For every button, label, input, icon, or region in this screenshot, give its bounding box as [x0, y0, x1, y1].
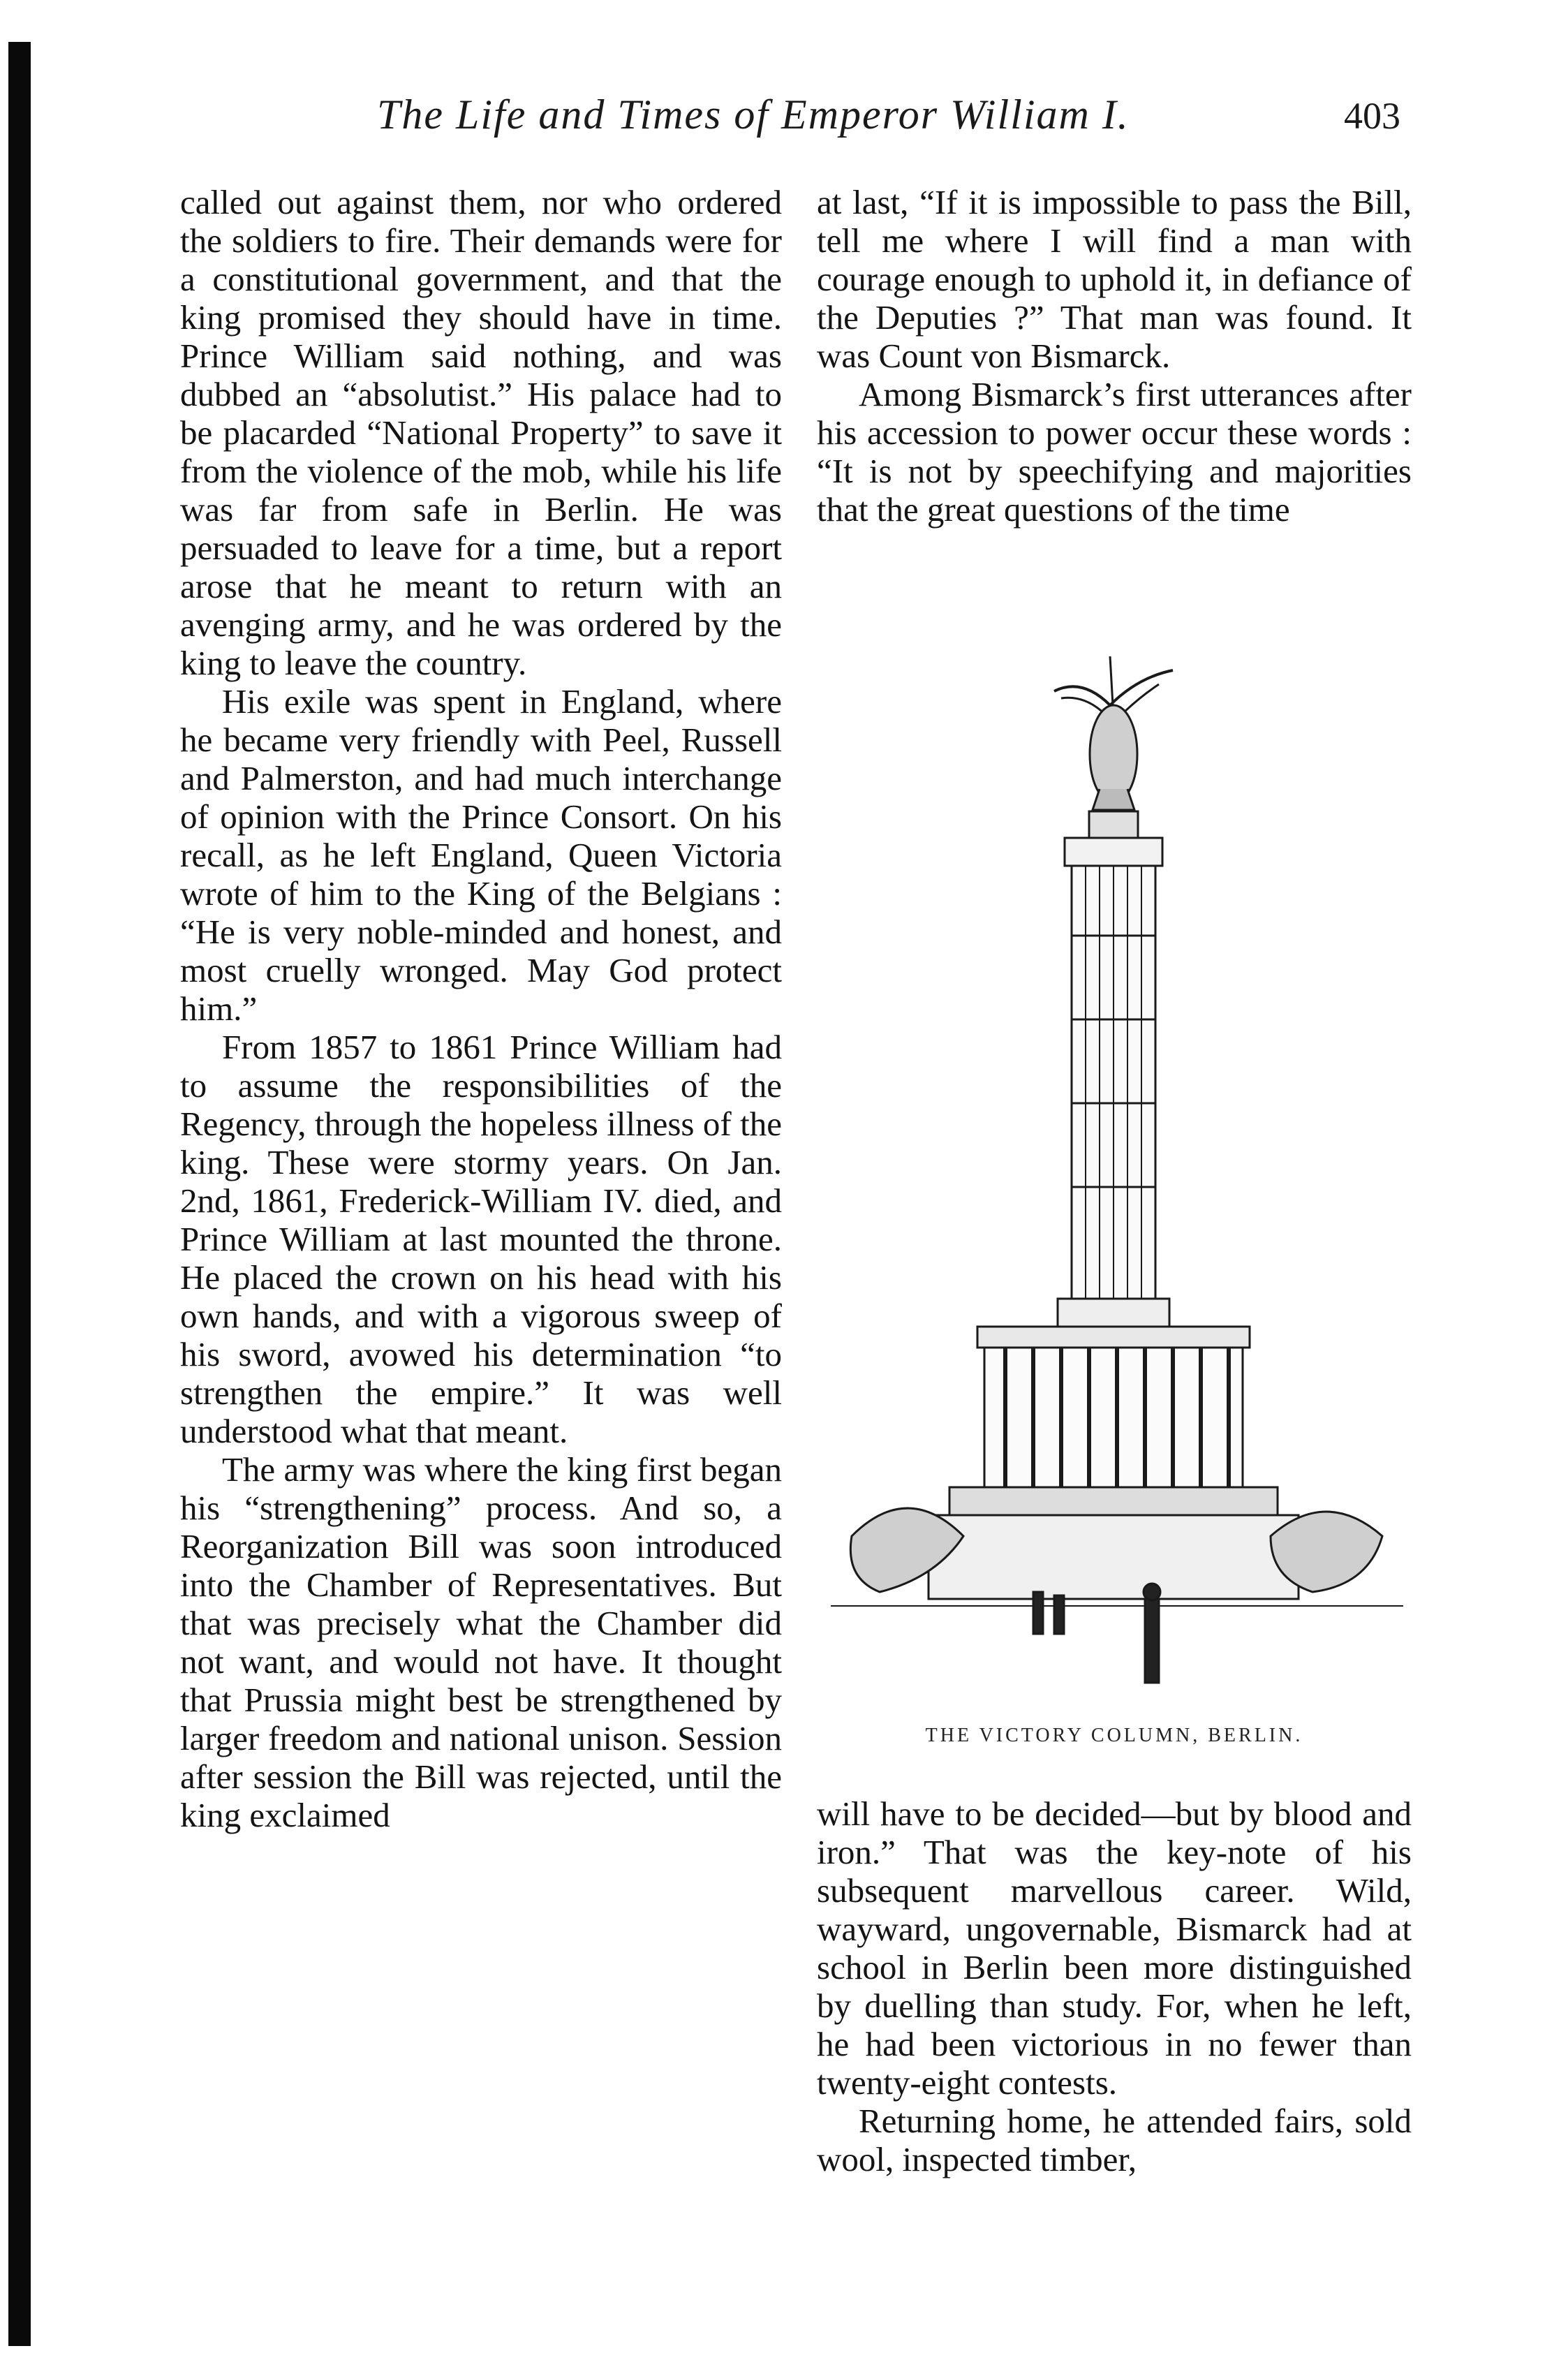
- paragraph: His exile was spent in England, where he became very friendly with Peel, Russell and Palmerston, and had much interchange of opinion with the Prince Consort. On his recall, as he left England, Queen Victoria wrote of him to the King of the Belgians : “He is very noble-minded and honest, and most cruelly wronged. May God protect him.”: [180, 682, 782, 1028]
- right-column-bottom: [817, 1794, 1412, 2178]
- paragraph: called out against them, nor who ordered the soldiers to fire. Their demands were for a constitutional government, and that the king promised they should have in time. Prince William said nothing, and was dubbed an “absolutist.” His palace had to be placarded “National Property” to save it from the violence of the mob, while his life was far from safe in Berlin. He was persuaded to leave for a time, but a report arose that he meant to return with an avenging army, and he was ordered by the king to leave the country.: [180, 183, 782, 682]
- figure-caption: THE VICTORY COLUMN, BERLIN.: [925, 1725, 1303, 1746]
- colonnade: [949, 1327, 1278, 1515]
- page-number: 403: [1344, 95, 1400, 137]
- victoria-statue: [1054, 656, 1173, 839]
- paragraph: at last, “If it is impossible to pass the Bill, tell me where I will find a man with courage enough to uphold it, in defiance of the Deputies ?” That man was found. It was Count von Bismarck.: [817, 183, 1412, 375]
- page-binding-edge: [8, 42, 31, 2346]
- column-shaft: [1058, 838, 1169, 1327]
- paragraph: Among Bismarck’s first utterances after his accession to power occur these words : “It is not by speechifying and majorities that the great questions of the time: [817, 375, 1412, 529]
- left-column: [180, 183, 782, 1834]
- paragraph: The army was where the king first began his “strengthening” process. And so, a Reorganization Bill was soon introduced into the Chamber of Representatives. But that was precisely what the Chamber did not want, and would not have. It thought that Prussia might best be strengthened by larger freedom and national unison. Session after session the Bill was rejected, until the king exclaimed: [180, 1450, 782, 1834]
- paragraph: Returning home, he attended fairs, sold wool, inspected timber,: [817, 2102, 1412, 2178]
- victory-column-illustration: [824, 628, 1410, 1718]
- paragraph: From 1857 to 1861 Prince William had to assume the responsibilities of the Regency, through the hopeless illness of the king. These were stormy years. On Jan. 2nd, 1861, Frederick-William IV. died, and Prince William at last mounted the throne. He placed the crown on his head with his own hands, and with a vigorous sweep of his sword, avowed his determination “to strengthen the empire.” It was well understood what that meant.: [180, 1028, 782, 1450]
- running-title: The Life and Times of Emperor William I.: [377, 91, 1130, 138]
- paragraph: will have to be decided—but by blood and iron.” That was the key-note of his subsequent marvellous career. Wild, wayward, ungovernable, Bismarck had at school in Berlin been more distinguished by duelling than study. For, when he left, he had been victorious in no fewer than twenty-eight contests.: [817, 1794, 1412, 2102]
- right-column-top: [817, 183, 1412, 529]
- column-base: [831, 1508, 1403, 1606]
